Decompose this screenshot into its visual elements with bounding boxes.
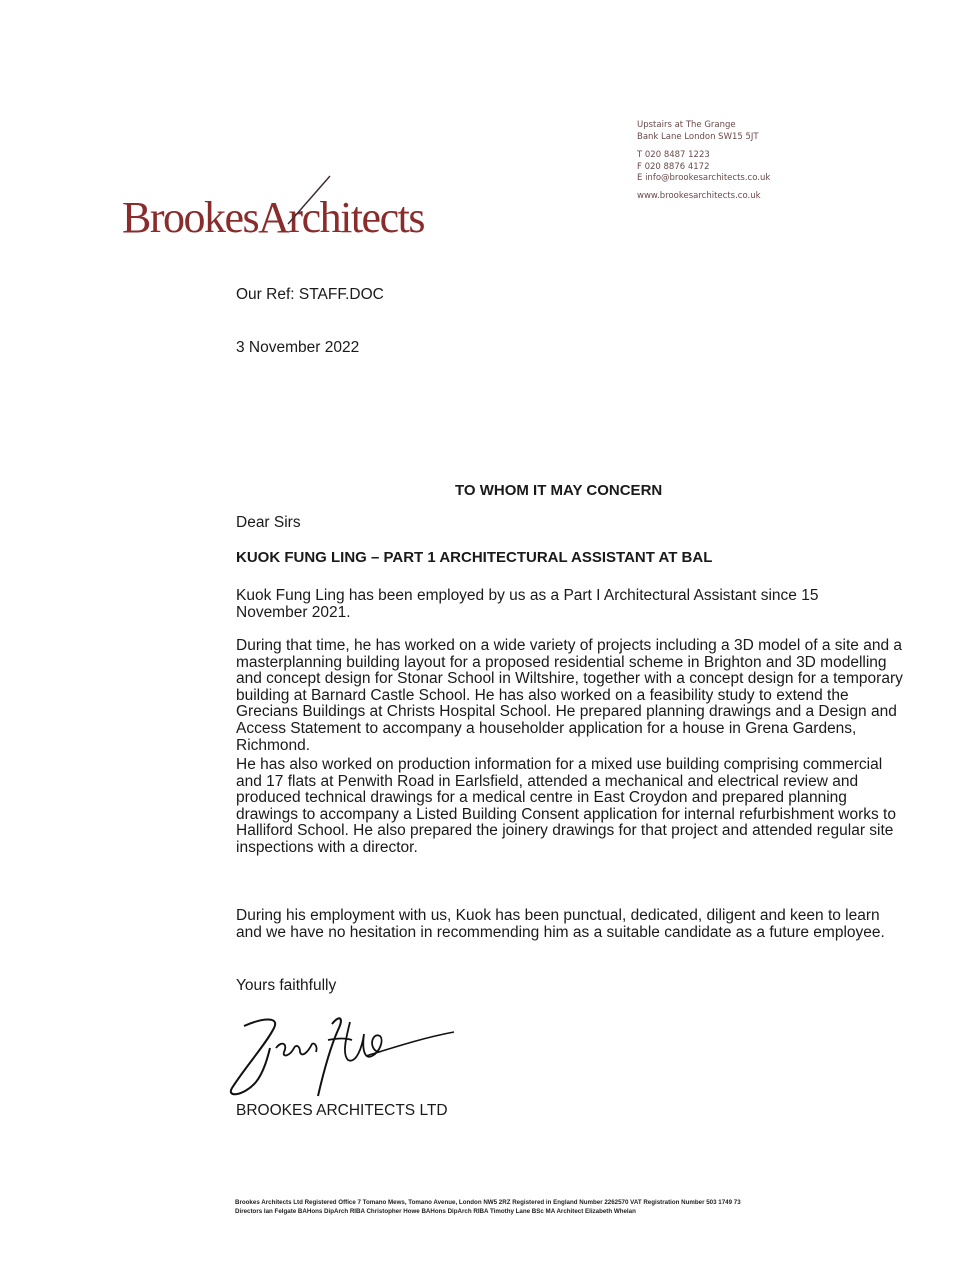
- closing: Yours faithfully: [236, 977, 337, 994]
- logo-wordmark: BrookesArchitects: [122, 193, 424, 242]
- handwritten-signature: [222, 1004, 462, 1104]
- website: www.brookesarchitects.co.uk: [637, 190, 761, 201]
- fax: F 020 8876 4172: [637, 161, 710, 172]
- contact-block: [637, 120, 770, 202]
- subject-line: KUOK FUNG LING – PART 1 ARCHITECTURAL ASSISTANT AT BAL: [236, 549, 713, 566]
- logo-slash-icon: [122, 170, 452, 250]
- company-logo: [122, 170, 452, 250]
- signatory-company: BROOKES ARCHITECTS LTD: [236, 1102, 448, 1119]
- telephone: T 020 8487 1223: [637, 150, 710, 160]
- our-reference: Our Ref: STAFF.DOC: [236, 286, 384, 303]
- footer-line-2: Directors Ian Felgate BAHons DipArch RIBA Christopher Howe BAHons DipArch RIBA Timothy Lane BSc MA Architect Elizabeth Whelan: [235, 1207, 636, 1215]
- paragraph-3: He has also worked on production information for a mixed use building comprising commercial and 17 flats at Penwith Road in Earlsfield, attended a mechanical and electrical review and produced technical drawings for a medical centre in East Croydon and prepared planning drawings to accompany a Listed Building Consent application for internal refurbishment works to Halliford School. He also prepared the joinery drawings for that project and attended regular site inspections with a director.: [236, 756, 896, 856]
- address-line-2: Bank Lane London SW15 5JT: [637, 131, 759, 142]
- footer-line-1: Brookes Architects Ltd Registered Office 7 Tomano Mews, Tomano Avenue, London NW5 2RZ Registered in England Number 2262570 VAT Registration Number 503 1749 73: [235, 1199, 741, 1206]
- salutation: Dear Sirs: [236, 514, 301, 531]
- email: E info@brookesarchitects.co.uk: [637, 173, 771, 183]
- paragraph-2: During that time, he has worked on a wide variety of projects including a 3D model of a site and a masterplanning building layout for a proposed residential scheme in Brighton and 3D modelling and concept design for Stonar School in Wiltshire, together with a concept design for a temporary building at Barnard Castle School. He has also worked on a feasibility study to extend the Grecians Buildings at Christs Hospital School. He prepared planning drawings and a Design and Access Statement to accompany a householder application for a house in Grena Gardens, Richmond.: [236, 637, 903, 754]
- address-line-1: Upstairs at The Grange: [637, 120, 736, 130]
- letter-heading: TO WHOM IT MAY CONCERN: [455, 482, 663, 499]
- paragraph-4: During his employment with us, Kuok has been punctual, dedicated, diligent and keen to learn and we have no hesitation in recommending him as a suitable candidate as a future employee.: [236, 907, 885, 941]
- letter-date: 3 November 2022: [236, 339, 360, 356]
- footer: [235, 1199, 741, 1216]
- paragraph-1: Kuok Fung Ling has been employed by us as a Part I Architectural Assistant since 15 November 2021.: [236, 587, 819, 621]
